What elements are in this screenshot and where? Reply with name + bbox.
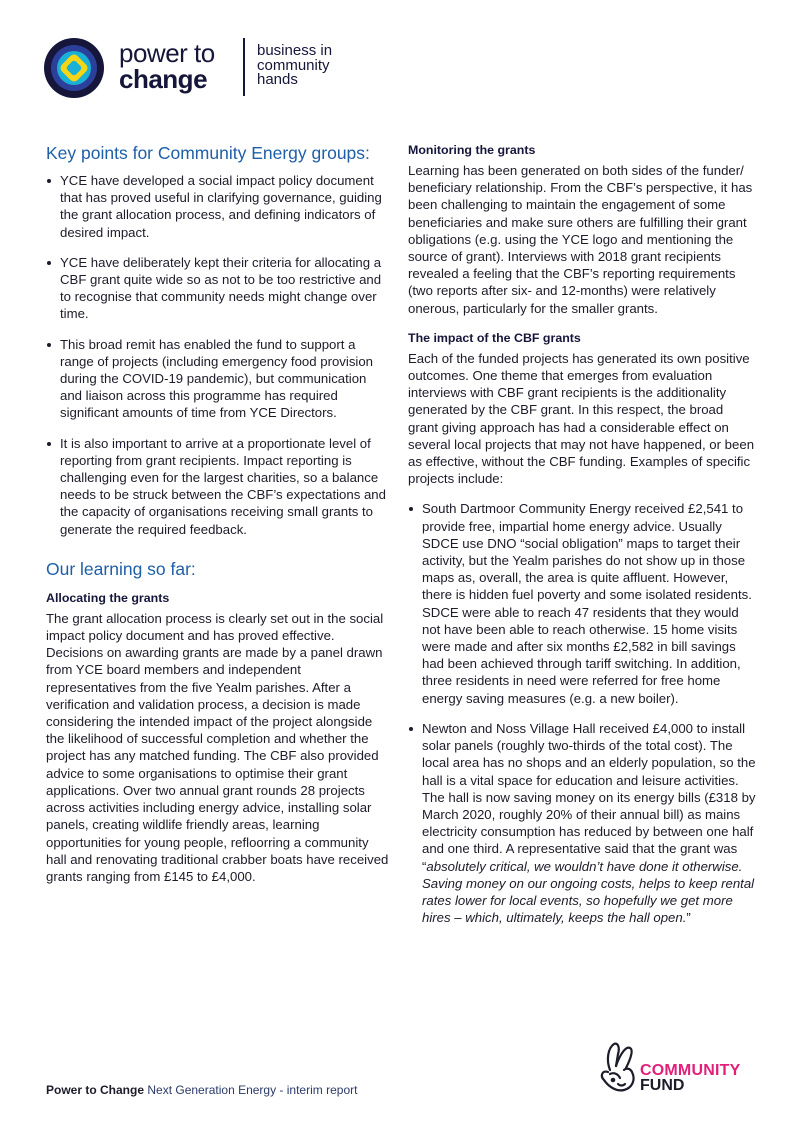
project-item: South Dartmoor Community Energy received £2,541 to provide free, impartial home energy advice. Usually SDCE use DNO “social obligation” maps to target their activity, but the Yealm parishes do not show up in those maps as, overall, the area is quite affluent. However, there is hidden fuel poverty and some isolated residents. SDCE were able to reach 47 residents that they would not have been able to reach otherwise. 15 home visits were made and after six months £2,582 in bill savings had been achieved through tariff switching. In addition, three residents in need were referred for free home energy saving measures (e.g. a new boiler). bbox=[408, 500, 756, 706]
key-point-item: YCE have developed a social impact policy document that has proved useful in clarifying governance, guiding the grant allocation process, and defining indicators of desired impact. bbox=[46, 172, 392, 241]
key-point-item: This broad remit has enabled the fund to support a range of projects (including emergency food provision during the COVID-19 pandemic), but communication and liaison across this programme has required significant amounts of time from YCE Directors. bbox=[46, 336, 392, 422]
allocating-heading: Allocating the grants bbox=[46, 590, 170, 605]
key-point-item: It is also important to arrive at a proportionate level of reporting from grant recipients. Impact reporting is challenging even for the largest charities, so a balance needs to be struck between the CBF’s expectations and the capacity of organisations receiving small grants to generate the required feedback. bbox=[46, 435, 392, 538]
brand-name-line1: power to bbox=[119, 38, 215, 68]
crossed-fingers-icon bbox=[596, 1040, 642, 1096]
footer-doc-title: Next Generation Energy - interim report bbox=[147, 1083, 358, 1097]
left-column bbox=[46, 142, 392, 885]
right-column bbox=[408, 142, 756, 926]
project-item bbox=[408, 720, 756, 926]
power-to-change-logo-icon bbox=[44, 38, 104, 98]
brand-divider bbox=[243, 38, 245, 96]
impact-heading: The impact of the CBF grants bbox=[408, 330, 581, 345]
key-points-list bbox=[46, 172, 392, 538]
community-fund-line1: COMMUNITY bbox=[640, 1062, 741, 1079]
project2-quote-end: ” bbox=[686, 910, 691, 926]
monitoring-heading: Monitoring the grants bbox=[408, 143, 536, 157]
community-fund-line2: FUND bbox=[640, 1077, 685, 1094]
monitoring-body: Learning has been generated on both sides of the funder/ beneficiary relationship. From the CBF’s perspective, it has been challenging to maintain the engagement of some beneficiaries and make sure others are fulfilling their grant obligations (e.g. using the YCE logo and mentioning the source of grant). Interviews with 2018 grant recipients revealed a feeling that the CBF’s reporting requirements (two reports after six- and 12-months) were relatively onerous, particularly for the smaller grants. bbox=[408, 163, 753, 316]
key-points-title: Key points for Community Energy groups: bbox=[46, 143, 370, 163]
footer bbox=[46, 1083, 357, 1097]
footer-brand: Power to Change bbox=[46, 1083, 145, 1097]
brand-tagline: business in community hands bbox=[257, 42, 333, 88]
community-fund-logo bbox=[596, 1040, 756, 1096]
impact-body: Each of the funded projects has generated its own positive outcomes. One theme that emerges from evaluation interviews with CBF grant recipients is the additionality generated by the CBF grant. In this respect, the broad grant giving approach has had a considerable effect on several local projects that may not have happened, or been as effective, without the CBF funding. Examples of specific projects include: bbox=[408, 350, 755, 487]
key-point-item: YCE have deliberately kept their criteria for allocating a CBF grant quite wide so as not to be too restrictive and to recognise that community needs might change over time. bbox=[46, 254, 392, 323]
projects-list bbox=[408, 500, 756, 926]
project2-text: Newton and Noss Village Hall received £4,000 to install solar panels (roughly two-thirds of the total cost). The local area has no shops and an elderly population, so the hall is a vital space for education and leisure activities. The hall is now saving money on its energy bills (£318 by March 2020, roughly 20% of their annual bill) as mains electricity consumption has reduced by between one half and one third. A representative said that the grant was “ bbox=[422, 720, 756, 874]
learning-title: Our learning so far: bbox=[46, 558, 196, 579]
brand-name-line2: change bbox=[119, 64, 208, 94]
project2-quote: absolutely critical, we wouldn’t have done it otherwise. Saving money on our ongoing costs, helps to keep rental rates lower for local events, so hopefully we get more hires – which, ultimately, keeps the hall open. bbox=[422, 858, 755, 926]
allocating-body: The grant allocation process is clearly set out in the social impact policy document and has proved effective. Decisions on awarding grants are made by a panel drawn from YCE board members and independent representatives from the five Yealm parishes. After a verification and validation process, a decision is made considering the intended impact of the project alongside the likelihood of successful completion and whether the project has any matched funding. The CBF also provided advice to some organisations to optimise their grant applications. Over two annual grant rounds 28 projects across activities including energy advice, installing solar panels, creating wildlife friendly areas, learning opportunities for young people, refloorring a community hall and renovating traditional crabber boats have received grants ranging from £145 to £4,000. bbox=[46, 610, 389, 884]
brand-name bbox=[119, 40, 215, 92]
